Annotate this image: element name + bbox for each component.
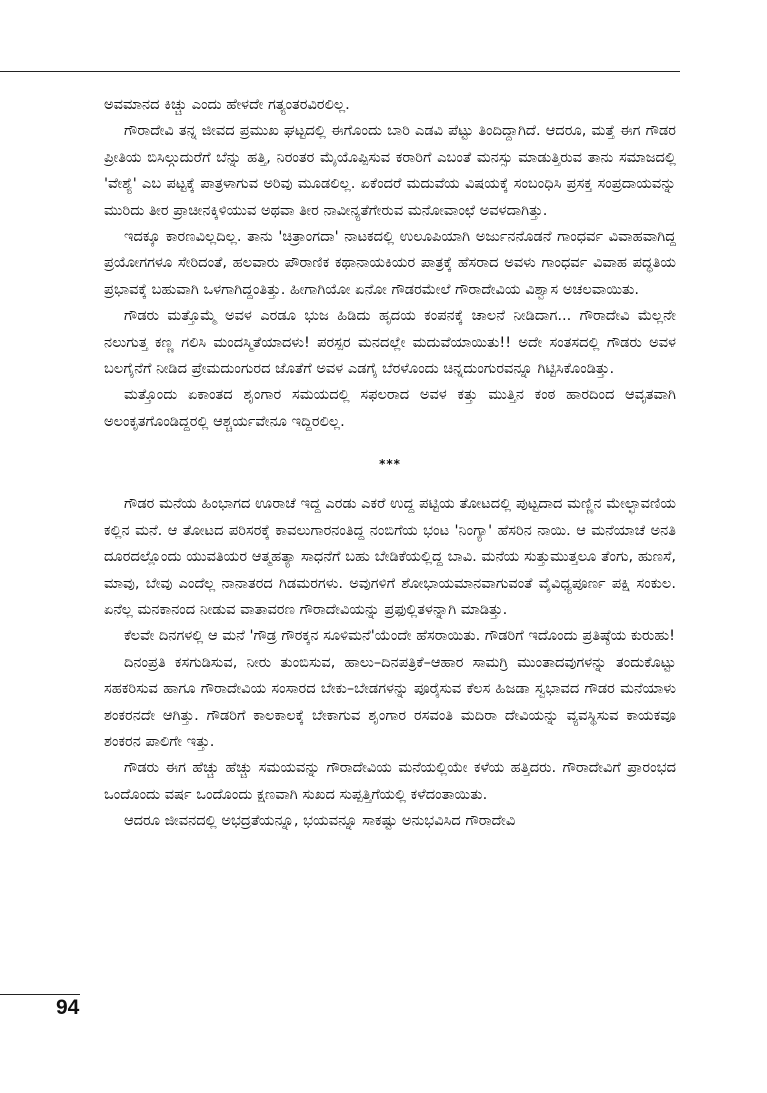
paragraph: ಗೌಡರು ಮತ್ತೊಮ್ಮೆ ಅವಳ ಎರಡೂ ಭುಜ ಹಿಡಿದು ಹೃದಯ ಕಂಪನಕ್ಕೆ ಚಾಲನೆ ನೀಡಿದಾಗ... ಗೌರಾದೇವಿ ಮೆಲ್ಲನೇ ನಲುಗುತ್ತ ಕಣ್ಣ ಗಲಿಸಿ ಮಂದಸ್ಮಿತೆಯಾದಳು! ಪರಸ್ಪರ ಮನದಲ್ಲೇ ಮದುವೆಯಾಯಿತು!! ಅದೇ ಸಂತಸದಲ್ಲಿ ಗೌಡರು ಅವಳ ಬಲಗೈನೆಗೆ ನೀಡಿದ ಪ್ರೇಮದುಂಗುರದ ಜೊತೆಗೆ ಅವಳ ಎಡಗೈ ಬೆರಳೊಂದು ಚಿನ್ನದುಂಗುರವನ್ನೂ ಗಿಟ್ಟಿಸಿಕೊಂಡಿತ್ತು.: [104, 307, 676, 378]
paragraph: ಇದಕ್ಕೂ ಕಾರಣವಿಲ್ಲದಿಲ್ಲ. ತಾನು 'ಚಿತ್ರಾಂಗದಾ' ನಾಟಕದಲ್ಲಿ ಉಲೂಪಿಯಾಗಿ ಅರ್ಜುನನೊಡನೆ ಗಾಂಧರ್ವ ವಿವಾಹವಾಗಿದ್ದ ಪ್ರಯೋಗಗಳೂ ಸೇರಿದಂತೆ, ಹಲವಾರು ಪೌರಾಣಿಕ ಕಥಾನಾಯಕಿಯರ ಪಾತ್ರಕ್ಕೆ ಹೆಸರಾದ ಅವಳು ಗಾಂಧರ್ವ ವಿವಾಹ ಪದ್ಧತಿಯ ಪ್ರಭಾವಕ್ಕೆ ಬಹುವಾಗಿ ಒಳಗಾಗಿದ್ದಂತಿತ್ತು. ಹೀಗಾಗಿಯೋ ಏನೋ ಗೌಡರಮೇಲೆ ಗೌರಾದೇವಿಯ ವಿಶ್ವಾಸ ಅಚಲವಾಯಿತು.: [104, 228, 676, 298]
page-number: 94: [56, 996, 80, 1019]
paragraph: ದಿನಂಪ್ರತಿ ಕಸಗುಡಿಸುವ, ನೀರು ತುಂಬಿಸುವ, ಹಾಲು–ದಿನಪತ್ರಿಕೆ–ಆಹಾರ ಸಾಮಗ್ರಿ ಮುಂತಾದವುಗಳನ್ನು ತಂದುಕೊಟ್ಟು ಸಹಕರಿಸುವ ಹಾಗೂ ಗೌರಾದೇವಿಯ ಸಂಸಾರದ ಬೇಕು–ಬೇಡಗಳನ್ನು ಪೂರೈಸುವ ಕೆಲಸ ಹಿಜಡಾ ಸ್ವಭಾವದ ಗೌಡರ ಮನೆಯಾಳು ಶಂಕರನದೇ ಆಗಿತ್ತು. ಗೌಡರಿಗೆ ಕಾಲಕಾಲಕ್ಕೆ ಬೇಕಾಗುವ ಶೃಂಗಾರ ರಸವಂತಿ ಮದಿರಾ ದೇವಿಯನ್ನು ವ್ಯವಸ್ಥಿಸುವ ಕಾಯಕವೂ ಶಂಕರನ ಪಾಲಿಗೇ ಇತ್ತು.: [104, 653, 676, 750]
paragraph: ಗೌರಾದೇವಿ ತನ್ನ ಜೀವದ ಪ್ರಮುಖ ಘಟ್ಟದಲ್ಲಿ ಈಗೊಂದು ಬಾರಿ ಎಡವಿ ಪೆಟ್ಟು ತಿಂದಿದ್ದಾಗಿದೆ. ಆದರೂ, ಮತ್ತೆ ಈಗ ಗೌಡರ ಪ್ರೀತಿಯ ಬಿಸಿಲ್ಗುದುರೆಗೆ ಬೆನ್ನು ಹತ್ತಿ, ನಿರಂತರ ಮೈಯೊಪ್ಪಿಸುವ ಕರಾರಿಗೆ ಎಬಂತೆ ಮನಸ್ಸು ಮಾಡುತ್ತಿರುವ ತಾನು ಸಮಾಜದಲ್ಲಿ 'ವೇಶ್ಯೆ' ಎಬ ಪಟ್ಟಕ್ಕೆ ಪಾತ್ರಳಾಗುವ ಅರಿವು ಮೂಡಲಿಲ್ಲ. ಏಕೆಂದರೆ ಮದುವೆಯ ವಿಷಯಕ್ಕೆ ಸಂಬಂಧಿಸಿ ಪ್ರಸಕ್ತ ಸಂಪ್ರದಾಯವನ್ನು ಮುರಿದು ತೀರ ಪ್ರಾಚೀನಕ್ಕಿಳಿಯುವ ಅಥವಾ ತೀರ ನಾವೀನ್ಯತೆಗೇರುವ ಮನೋವಾಂಛೆ ಅವಳದಾಗಿತ್ತು.: [104, 122, 676, 219]
paragraph: ಆದರೂ ಜೀವನದಲ್ಲಿ ಅಭದ್ರತೆಯನ್ನೂ, ಭಯವನ್ನೂ ಸಾಕಷ್ಟು ಅನುಭವಿಸಿದ ಗೌರಾದೇವಿ: [124, 812, 516, 830]
paragraph: ಅವಮಾನದ ಕಿಚ್ಚು ಎಂದು ಹೇಳದೇ ಗತ್ಯಂತರವಿರಲಿಲ್ಲ.: [104, 96, 350, 113]
paragraph: ಕೆಲವೇ ದಿನಗಳಲ್ಲಿ ಆ ಮನೆ 'ಗೌಡ್ರ ಗೌರಕ್ಕನ ಸೂಳಿಮನೆ'ಯೆಂದೇ ಹೆಸರಾಯಿತು. ಗೌಡರಿಗೆ ಇದೊಂದು ಪ್ರತಿಷ್ಠೆಯ ಕುರುಹು!: [124, 627, 676, 645]
section-separator: ***: [379, 457, 401, 472]
bottom-rule: [0, 994, 80, 995]
paragraph: ಮತ್ತೊಂದು ಏಕಾಂತದ ಶೃಂಗಾರ ಸಮಯದಲ್ಲಿ ಸಫಲರಾದ ಅವಳ ಕತ್ತು ಮುತ್ತಿನ ಕಂಠ ಹಾರದಿಂದ ಆವೃತವಾಗಿ ಅಲಂಕೃತಗೊಂಡಿದ್ದರಲ್ಲಿ ಆಶ್ಚರ್ಯವೇನೂ ಇದ್ದಿರಲಿಲ್ಲ.: [104, 386, 676, 430]
paragraph: ಗೌಡರ ಮನೆಯ ಹಿಂಭಾಗದ ಊರಾಚೆ ಇದ್ದ ಎರಡು ಎಕರೆ ಉದ್ದ ಪಟ್ಟಿಯ ತೋಟದಲ್ಲಿ ಪುಟ್ಟದಾದ ಮಣ್ಣಿನ ಮೇಲ್ಛಾವಣಿಯ ಕಲ್ಲಿನ ಮನೆ. ಆ ತೋಟದ ಪರಿಸರಕ್ಕೆ ಕಾವಲುಗಾರನಂತಿದ್ದ ನಂಬಿಗೆಯ ಭಂಟ 'ನಿಂಗ್ಯಾ' ಹೆಸರಿನ ನಾಯಿ. ಆ ಮನೆಯಾಚೆ ಅನತಿ ದೂರದಲ್ಲೊಂದು ಯುವತಿಯರ ಆತ್ಮಹತ್ಯಾ ಸಾಧನೆಗೆ ಬಹು ಬೇಡಿಕೆಯಲ್ಲಿದ್ದ ಬಾವಿ. ಮನೆಯ ಸುತ್ತುಮುತ್ತಲೂ ತೆಂಗು, ಹುಣಸೆ, ಮಾವು, ಬೇವು ಎಂದೆಲ್ಲ ನಾನಾತರದ ಗಿಡಮರಗಳು. ಅವುಗಳಿಗೆ ಶೋಭಾಯಮಾನವಾಗುವಂತೆ ವೈವಿಧ್ಯಪೂರ್ಣ ಪಕ್ಷಿ ಸಂಕುಲ. ಏನೆಲ್ಲ ಮನಕಾನಂದ ನೀಡುವ ವಾತಾವರಣ ಗೌರಾದೇವಿಯನ್ನು ಪ್ರಫುಲ್ಲಿತಳನ್ನಾಗಿ ಮಾಡಿತ್ತು.: [104, 495, 676, 618]
paragraph: ಗೌಡರು ಈಗ ಹೆಚ್ಚು ಹೆಚ್ಚು ಸಮಯವನ್ನು ಗೌರಾದೇವಿಯ ಮನೆಯಲ್ಲಿಯೇ ಕಳೆಯ ಹತ್ತಿದರು. ಗೌರಾದೇವಿಗೆ ಪ್ರಾರಂಭದ ಒಂದೊಂದು ವರ್ಷ ಒಂದೊಂದು ಕ್ಷಣವಾಗಿ ಸುಖದ ಸುಪ್ಪತ್ತಿಗೆಯಲ್ಲಿ ಕಳೆದಂತಾಯಿತು.: [104, 759, 676, 803]
page-body: [104, 92, 676, 835]
top-rule: [0, 71, 680, 72]
